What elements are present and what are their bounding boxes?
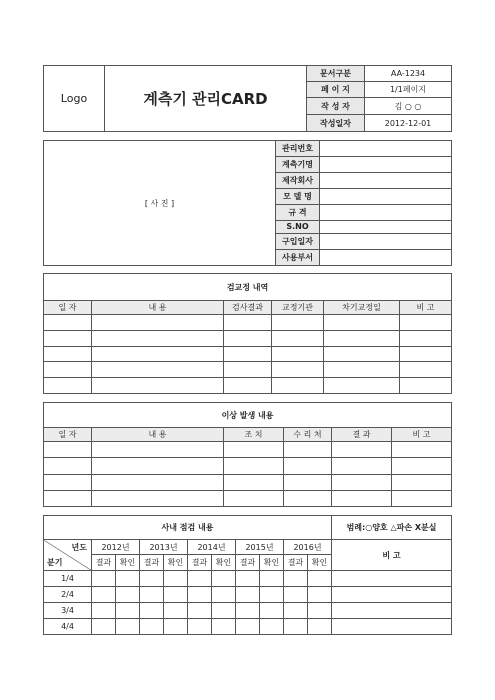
result-header: 결과 xyxy=(188,555,212,571)
field-value xyxy=(320,141,452,157)
quarter-label: 2/4 xyxy=(44,587,92,603)
table-row xyxy=(44,378,452,394)
check-table xyxy=(43,515,452,635)
column-header: 조 치 xyxy=(224,428,284,442)
result-header: 결과 xyxy=(236,555,260,571)
quarter-label: 1/4 xyxy=(44,571,92,587)
table-row xyxy=(44,442,452,458)
column-header: 비 고 xyxy=(400,301,452,315)
table-row xyxy=(44,603,452,619)
confirm-header: 확인 xyxy=(212,555,236,571)
meta-value: 2012-12-01 xyxy=(365,115,452,132)
field-value xyxy=(320,234,452,250)
year-header: 2016년 xyxy=(284,540,332,555)
column-header: 일 자 xyxy=(44,428,92,442)
meta-value: 1/1페이지 xyxy=(365,82,452,98)
result-header: 결과 xyxy=(92,555,116,571)
column-header: 차기교정일 xyxy=(324,301,400,315)
column-header: 비 고 xyxy=(392,428,452,442)
column-header: 수 리 처 xyxy=(284,428,332,442)
quarter-label: 4/4 xyxy=(44,619,92,635)
year-header: 2015년 xyxy=(236,540,284,555)
document-title: 계측기 관리CARD xyxy=(105,66,307,132)
confirm-header: 확인 xyxy=(260,555,284,571)
field-value xyxy=(320,156,452,172)
field-label: 구입일자 xyxy=(276,234,320,250)
confirm-header: 확인 xyxy=(164,555,188,571)
abnormal-table xyxy=(43,402,452,507)
table-row xyxy=(44,330,452,346)
column-header: 검사결과 xyxy=(224,301,272,315)
field-value xyxy=(320,250,452,266)
result-header: 결과 xyxy=(140,555,164,571)
year-label: 년도 xyxy=(71,543,87,552)
quarter-label: 분기 xyxy=(47,558,63,567)
info-table xyxy=(43,140,452,266)
field-label: S.NO xyxy=(276,220,320,233)
header-table xyxy=(43,65,452,132)
section-title: 검교정 내역 xyxy=(44,274,452,301)
table-row xyxy=(44,362,452,378)
field-label: 계측기명 xyxy=(276,156,320,172)
field-label: 사용부서 xyxy=(276,250,320,266)
meta-value: 김 ○ ○ xyxy=(365,98,452,115)
year-header: 2013년 xyxy=(140,540,188,555)
photo-area: [ 사 진 ] xyxy=(44,141,276,266)
table-row xyxy=(44,474,452,490)
field-value xyxy=(320,188,452,204)
field-label: 제작회사 xyxy=(276,172,320,188)
meta-value: AA-1234 xyxy=(365,66,452,82)
table-row xyxy=(44,315,452,331)
column-header: 내 용 xyxy=(92,428,224,442)
remark-header: 비 고 xyxy=(332,540,452,571)
meta-label: 문서구분 xyxy=(307,66,365,82)
section-title: 사내 점검 내용 xyxy=(44,516,332,540)
meta-label: 페 이 지 xyxy=(307,82,365,98)
field-value xyxy=(320,220,452,233)
quarter-label: 3/4 xyxy=(44,603,92,619)
field-value xyxy=(320,204,452,220)
table-row xyxy=(44,587,452,603)
legend: 범례:○양호 △파손 X분실 xyxy=(332,516,452,540)
column-header: 내 용 xyxy=(92,301,224,315)
field-value xyxy=(320,172,452,188)
year-header: 2012년 xyxy=(92,540,140,555)
column-header: 일 자 xyxy=(44,301,92,315)
inspection-table xyxy=(43,273,452,394)
confirm-header: 확인 xyxy=(308,555,332,571)
field-label: 규 격 xyxy=(276,204,320,220)
year-quarter-corner xyxy=(44,540,92,571)
column-header: 결 과 xyxy=(332,428,392,442)
table-row xyxy=(44,619,452,635)
field-label: 관리번호 xyxy=(276,141,320,157)
section-title: 이상 발생 내용 xyxy=(44,403,452,428)
logo: Logo xyxy=(44,66,105,132)
column-header: 교정기관 xyxy=(272,301,324,315)
table-row xyxy=(44,571,452,587)
year-header: 2014년 xyxy=(188,540,236,555)
table-row xyxy=(44,346,452,362)
result-header: 결과 xyxy=(284,555,308,571)
field-label: 모 델 명 xyxy=(276,188,320,204)
table-row xyxy=(44,458,452,474)
meta-label: 작 성 자 xyxy=(307,98,365,115)
table-row xyxy=(44,490,452,506)
confirm-header: 확인 xyxy=(116,555,140,571)
meta-label: 작성일자 xyxy=(307,115,365,132)
